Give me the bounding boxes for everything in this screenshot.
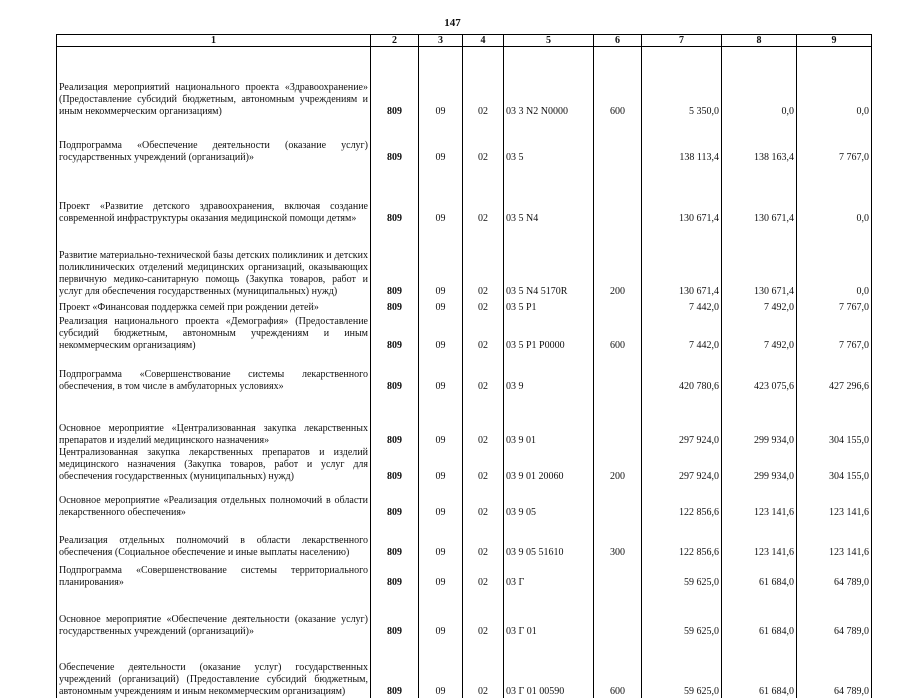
cell-y3: 427 296,6 xyxy=(797,352,872,393)
cell-y2: 130 671,4 xyxy=(722,164,797,225)
cell-pr: 02 xyxy=(463,298,504,314)
cell-ved: 809 xyxy=(371,393,419,447)
table-row xyxy=(57,352,872,393)
cell-y1: 130 671,4 xyxy=(642,225,722,298)
cell-name: Реализация отдельных полномочий в области лекарственного обеспечения (Социальное обеспечение и иные выплаты населению) xyxy=(57,519,371,559)
column-header: 3 xyxy=(419,35,463,47)
cell-y2: 423 075,6 xyxy=(722,352,797,393)
cell-rz: 09 xyxy=(419,447,463,483)
column-header: 5 xyxy=(504,35,594,47)
cell-y3: 0,0 xyxy=(797,225,872,298)
cell-csr: 03 9 05 51610 xyxy=(504,519,594,559)
cell-ved: 809 xyxy=(371,118,419,164)
cell-csr: 03 Г 01 00590 xyxy=(504,638,594,698)
cell-vr xyxy=(594,352,642,393)
cell-vr: 200 xyxy=(594,225,642,298)
cell-csr: 03 9 05 xyxy=(504,483,594,519)
cell-y2: 61 684,0 xyxy=(722,559,797,589)
cell-name: Реализация национального проекта «Демография» (Предоставление субсидий бюджетным, автономным учреждениям и иным некоммерческим организациям) xyxy=(57,314,371,352)
cell-y2: 123 141,6 xyxy=(722,519,797,559)
table-row xyxy=(57,559,872,589)
table-row xyxy=(57,118,872,164)
cell-vr: 300 xyxy=(594,519,642,559)
cell-name: Централизованная закупка лекарственных препаратов и изделий медицинского назначения (Закупка товаров, работ и услуг для обеспечения государственных (муниципальных) нужд) xyxy=(57,447,371,483)
cell-vr xyxy=(594,118,642,164)
cell-name: Развитие материально-технической базы детских поликлиник и детских поликлинических отделений медицинских организаций, оказывающих первичную медико-санитарную помощь (Закупка товаров, работ и услуг для обеспечения государственных (муниципальных) нужд) xyxy=(57,225,371,298)
cell-y2: 61 684,0 xyxy=(722,638,797,698)
cell-pr: 02 xyxy=(463,447,504,483)
cell-vr: 600 xyxy=(594,638,642,698)
cell-csr: 03 9 xyxy=(504,352,594,393)
cell-rz: 09 xyxy=(419,589,463,638)
cell-name: Подпрограмма «Совершенствование системы лекарственного обеспечения, в том числе в амбулаторных условиях» xyxy=(57,352,371,393)
cell-name: Проект «Развитие детского здравоохранения, включая создание современной инфраструктуры оказания медицинской помощи детям» xyxy=(57,164,371,225)
cell-pr: 02 xyxy=(463,314,504,352)
cell-name: Подпрограмма «Совершенствование системы территориального планирования» xyxy=(57,559,371,589)
cell-csr: 03 9 01 20060 xyxy=(504,447,594,483)
cell-csr: 03 5 N4 xyxy=(504,164,594,225)
column-header: 7 xyxy=(642,35,722,47)
cell-vr xyxy=(594,298,642,314)
cell-y3: 123 141,6 xyxy=(797,483,872,519)
cell-y1: 5 350,0 xyxy=(642,47,722,118)
cell-vr: 200 xyxy=(594,447,642,483)
cell-y1: 59 625,0 xyxy=(642,638,722,698)
cell-y2: 138 163,4 xyxy=(722,118,797,164)
cell-ved: 809 xyxy=(371,47,419,118)
cell-vr xyxy=(594,164,642,225)
cell-ved: 809 xyxy=(371,589,419,638)
cell-y3: 64 789,0 xyxy=(797,559,872,589)
cell-y2: 123 141,6 xyxy=(722,483,797,519)
cell-rz: 09 xyxy=(419,393,463,447)
cell-y1: 122 856,6 xyxy=(642,519,722,559)
cell-pr: 02 xyxy=(463,352,504,393)
cell-pr: 02 xyxy=(463,393,504,447)
cell-pr: 02 xyxy=(463,225,504,298)
cell-rz: 09 xyxy=(419,225,463,298)
cell-pr: 02 xyxy=(463,519,504,559)
cell-csr: 03 5 P1 P0000 xyxy=(504,314,594,352)
cell-y2: 299 934,0 xyxy=(722,393,797,447)
column-header: 8 xyxy=(722,35,797,47)
cell-ved: 809 xyxy=(371,164,419,225)
cell-y1: 7 442,0 xyxy=(642,314,722,352)
table-row xyxy=(57,164,872,225)
cell-y1: 297 924,0 xyxy=(642,447,722,483)
cell-csr: 03 3 N2 N0000 xyxy=(504,47,594,118)
cell-y3: 304 155,0 xyxy=(797,447,872,483)
cell-y2: 299 934,0 xyxy=(722,447,797,483)
cell-y2: 0,0 xyxy=(722,47,797,118)
cell-y1: 297 924,0 xyxy=(642,393,722,447)
cell-name: Основное мероприятие «Обеспечение деятельности (оказание услуг) государственных учреждений (организаций)» xyxy=(57,589,371,638)
cell-name: Проект «Финансовая поддержка семей при рождении детей» xyxy=(57,298,371,314)
table-row xyxy=(57,519,872,559)
cell-vr xyxy=(594,589,642,638)
cell-vr xyxy=(594,559,642,589)
table-row xyxy=(57,638,872,698)
cell-y2: 61 684,0 xyxy=(722,589,797,638)
cell-y3: 64 789,0 xyxy=(797,638,872,698)
column-header: 2 xyxy=(371,35,419,47)
cell-y1: 420 780,6 xyxy=(642,352,722,393)
cell-pr: 02 xyxy=(463,559,504,589)
table-row xyxy=(57,298,872,314)
cell-pr: 02 xyxy=(463,47,504,118)
cell-name: Подпрограмма «Обеспечение деятельности (оказание услуг) государственных учреждений (организаций)» xyxy=(57,118,371,164)
page-number: 147 xyxy=(444,17,461,29)
cell-csr: 03 9 01 xyxy=(504,393,594,447)
table-row xyxy=(57,589,872,638)
table-row xyxy=(57,447,872,483)
table-row xyxy=(57,225,872,298)
cell-y3: 304 155,0 xyxy=(797,393,872,447)
cell-ved: 809 xyxy=(371,559,419,589)
cell-y2: 7 492,0 xyxy=(722,314,797,352)
column-header: 6 xyxy=(594,35,642,47)
column-header: 4 xyxy=(463,35,504,47)
cell-rz: 09 xyxy=(419,47,463,118)
cell-ved: 809 xyxy=(371,352,419,393)
cell-csr: 03 Г 01 xyxy=(504,589,594,638)
cell-y1: 122 856,6 xyxy=(642,483,722,519)
cell-pr: 02 xyxy=(463,118,504,164)
cell-rz: 09 xyxy=(419,118,463,164)
table-row xyxy=(57,393,872,447)
cell-y3: 64 789,0 xyxy=(797,589,872,638)
cell-vr: 600 xyxy=(594,47,642,118)
cell-name: Обеспечение деятельности (оказание услуг) государственных учреждений (организаций) (Предоставление субсидий бюджетным, автономным учреждениям и иным некоммерческим организациям) xyxy=(57,638,371,698)
cell-ved: 809 xyxy=(371,638,419,698)
cell-csr: 03 5 P1 xyxy=(504,298,594,314)
cell-y3: 7 767,0 xyxy=(797,314,872,352)
cell-pr: 02 xyxy=(463,589,504,638)
cell-y2: 7 492,0 xyxy=(722,298,797,314)
cell-csr: 03 5 N4 5170R xyxy=(504,225,594,298)
cell-csr: 03 5 xyxy=(504,118,594,164)
cell-rz: 09 xyxy=(419,519,463,559)
cell-rz: 09 xyxy=(419,638,463,698)
column-header-row xyxy=(57,35,872,47)
cell-name: Реализация мероприятий национального проекта «Здравоохранение» (Предоставление субсидий бюджетным, автономным учреждениям и иным некоммерческим организациям) xyxy=(57,47,371,118)
cell-y3: 0,0 xyxy=(797,47,872,118)
cell-y3: 7 767,0 xyxy=(797,298,872,314)
cell-y3: 123 141,6 xyxy=(797,519,872,559)
cell-ved: 809 xyxy=(371,447,419,483)
cell-vr xyxy=(594,483,642,519)
table-row xyxy=(57,314,872,352)
cell-rz: 09 xyxy=(419,298,463,314)
cell-y3: 7 767,0 xyxy=(797,118,872,164)
cell-rz: 09 xyxy=(419,314,463,352)
cell-y1: 59 625,0 xyxy=(642,559,722,589)
cell-ved: 809 xyxy=(371,314,419,352)
cell-y3: 0,0 xyxy=(797,164,872,225)
cell-y1: 7 442,0 xyxy=(642,298,722,314)
budget-table xyxy=(56,34,872,698)
table-row xyxy=(57,47,872,118)
cell-ved: 809 xyxy=(371,483,419,519)
cell-y1: 138 113,4 xyxy=(642,118,722,164)
cell-rz: 09 xyxy=(419,352,463,393)
cell-pr: 02 xyxy=(463,164,504,225)
column-header: 9 xyxy=(797,35,872,47)
cell-pr: 02 xyxy=(463,638,504,698)
cell-rz: 09 xyxy=(419,559,463,589)
cell-y2: 130 671,4 xyxy=(722,225,797,298)
cell-name: Основное мероприятие «Реализация отдельных полномочий в области лекарственного обеспечения» xyxy=(57,483,371,519)
cell-name: Основное мероприятие «Централизованная закупка лекарственных препаратов и изделий медицинского назначения» xyxy=(57,393,371,447)
cell-y1: 59 625,0 xyxy=(642,589,722,638)
cell-ved: 809 xyxy=(371,519,419,559)
cell-csr: 03 Г xyxy=(504,559,594,589)
cell-rz: 09 xyxy=(419,483,463,519)
cell-ved: 809 xyxy=(371,298,419,314)
cell-pr: 02 xyxy=(463,483,504,519)
table-row xyxy=(57,483,872,519)
cell-vr: 600 xyxy=(594,314,642,352)
column-header: 1 xyxy=(57,35,371,47)
cell-rz: 09 xyxy=(419,164,463,225)
cell-vr xyxy=(594,393,642,447)
cell-y1: 130 671,4 xyxy=(642,164,722,225)
cell-ved: 809 xyxy=(371,225,419,298)
